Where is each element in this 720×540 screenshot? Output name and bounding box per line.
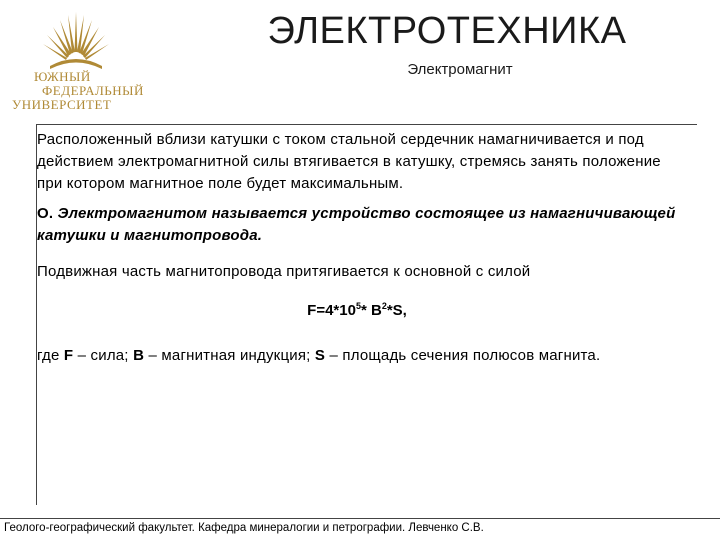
formula-legend (37, 345, 677, 367)
sunburst-logo-icon (42, 12, 110, 70)
legend-s-symbol: S (314, 347, 326, 364)
university-logo (12, 12, 162, 112)
formula-exponent-2: 2 (381, 301, 387, 311)
formula-part-1: F=4*10 (307, 302, 356, 319)
definition-prefix: О. (37, 205, 54, 222)
formula-exponent-1: 5 (355, 301, 361, 311)
page-subtitle: Электромагнит (407, 61, 513, 78)
page-title: ЭЛЕКТРОТЕХНИКА (267, 10, 627, 52)
logo-line-3: УНИВЕРСИТЕТ (12, 97, 112, 112)
footer: Геолого-географический факультет. Кафедра минералогии и петрографии. Левченко С.В. (0, 518, 720, 540)
legend-b-text: – магнитная индукция; (148, 347, 311, 364)
paragraph-intro: Расположенный вблизи катушки с током стальной сердечник намагничивается и под действием электромагнитной силы втягивается в катушку, стремясь занять положение при котором магнитное поле будет максимальным. (37, 131, 661, 192)
logo-line-1: ЮЖНЫЙ (34, 69, 91, 84)
definition-text: Электромагнитом называется устройство состоящее из намагничивающей катушки и магнитопровода. (37, 205, 676, 244)
university-name (12, 70, 162, 112)
formula-part-2: * B (360, 302, 382, 319)
legend-f-symbol: F (63, 347, 74, 364)
legend-s-text: – площадь сечения полюсов магнита. (329, 347, 601, 364)
formula-part-3: *S, (386, 302, 407, 319)
definition-paragraph (37, 203, 677, 247)
legend-b-symbol: В (133, 347, 145, 364)
force-formula (37, 301, 677, 319)
slide-content (36, 124, 697, 505)
legend-where: где (37, 347, 60, 364)
logo-line-2: ФЕДЕРАЛЬНЫЙ (42, 83, 144, 98)
legend-f-text: – сила; (77, 347, 129, 364)
paragraph-force: Подвижная часть магнитопровода притягивается к основной с силой (37, 263, 531, 280)
